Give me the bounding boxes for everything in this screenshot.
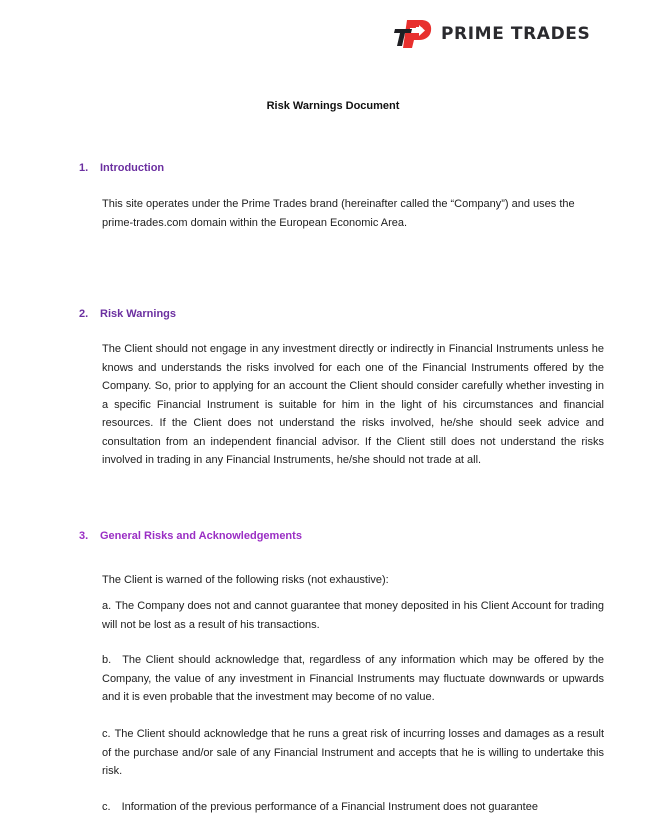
brand-name: PRIME TRADES [441, 24, 591, 44]
item-text: Information of the previous performance of a Financial Instrument does not guarantee [121, 801, 538, 813]
risk-item-c-2 [102, 798, 604, 817]
item-text: The Company does not and cannot guarantee that money deposited in his Client Account for trading will not be lost as a result of his transactions. [102, 600, 604, 631]
section-1-heading [79, 162, 164, 174]
risk-item-a [102, 597, 604, 634]
brand-header [393, 18, 590, 50]
section-2-paragraph: The Client should not engage in any investment directly or indirectly in Financial Instruments unless he knows and understands the risks involved for each one of the Financial Instruments offered by the Company. So, prior to applying for an account the Client should consider carefully whether investing in a specific Financial Instrument is suitable for him in the light of his circumstances and financial resources. If the Client does not understand the risks involved, he/she should seek advice and consultation from an independent financial advisor. If the Client still does not understand the risks involved in trading in any Financial Instruments, he/she should not trade at all. [102, 343, 604, 466]
section-title: Introduction [100, 162, 165, 174]
section-2-heading [79, 308, 176, 320]
prime-trades-tp-logo-icon [393, 18, 433, 50]
section-number: 1. [79, 162, 89, 174]
risk-item-b [102, 651, 604, 707]
risk-item-c [102, 725, 604, 781]
item-marker: a. [102, 600, 112, 612]
item-marker: b. [102, 654, 112, 666]
item-text: The Client should acknowledge that he runs a great risk of incurring losses and damages as a result of the purchase and/or sale of any Financial Instrument and accepts that he is willing to undertake this risk. [102, 728, 604, 777]
section-number: 2. [79, 308, 89, 320]
section-3-intro: The Client is warned of the following risks (not exhaustive): [102, 574, 389, 586]
document-title: Risk Warnings Document [266, 100, 400, 112]
section-number: 3. [79, 530, 89, 542]
section-title: Risk Warnings [100, 308, 176, 320]
section-title: General Risks and Acknowledgements [100, 530, 302, 542]
item-text: The Client should acknowledge that, regardless of any information which may be offered by the Company, the value of any investment in Financial Instruments may fluctuate downwards or upwards and it is even probable that the investment may become of no value. [102, 654, 604, 703]
section-1-paragraph: This site operates under the Prime Trades brand (hereinafter called the “Company”) and uses the prime-trades.com domain within the European Economic Area. [102, 198, 575, 229]
item-marker: c. [102, 801, 111, 813]
section-3-heading [79, 530, 302, 542]
item-marker: c. [102, 728, 111, 740]
